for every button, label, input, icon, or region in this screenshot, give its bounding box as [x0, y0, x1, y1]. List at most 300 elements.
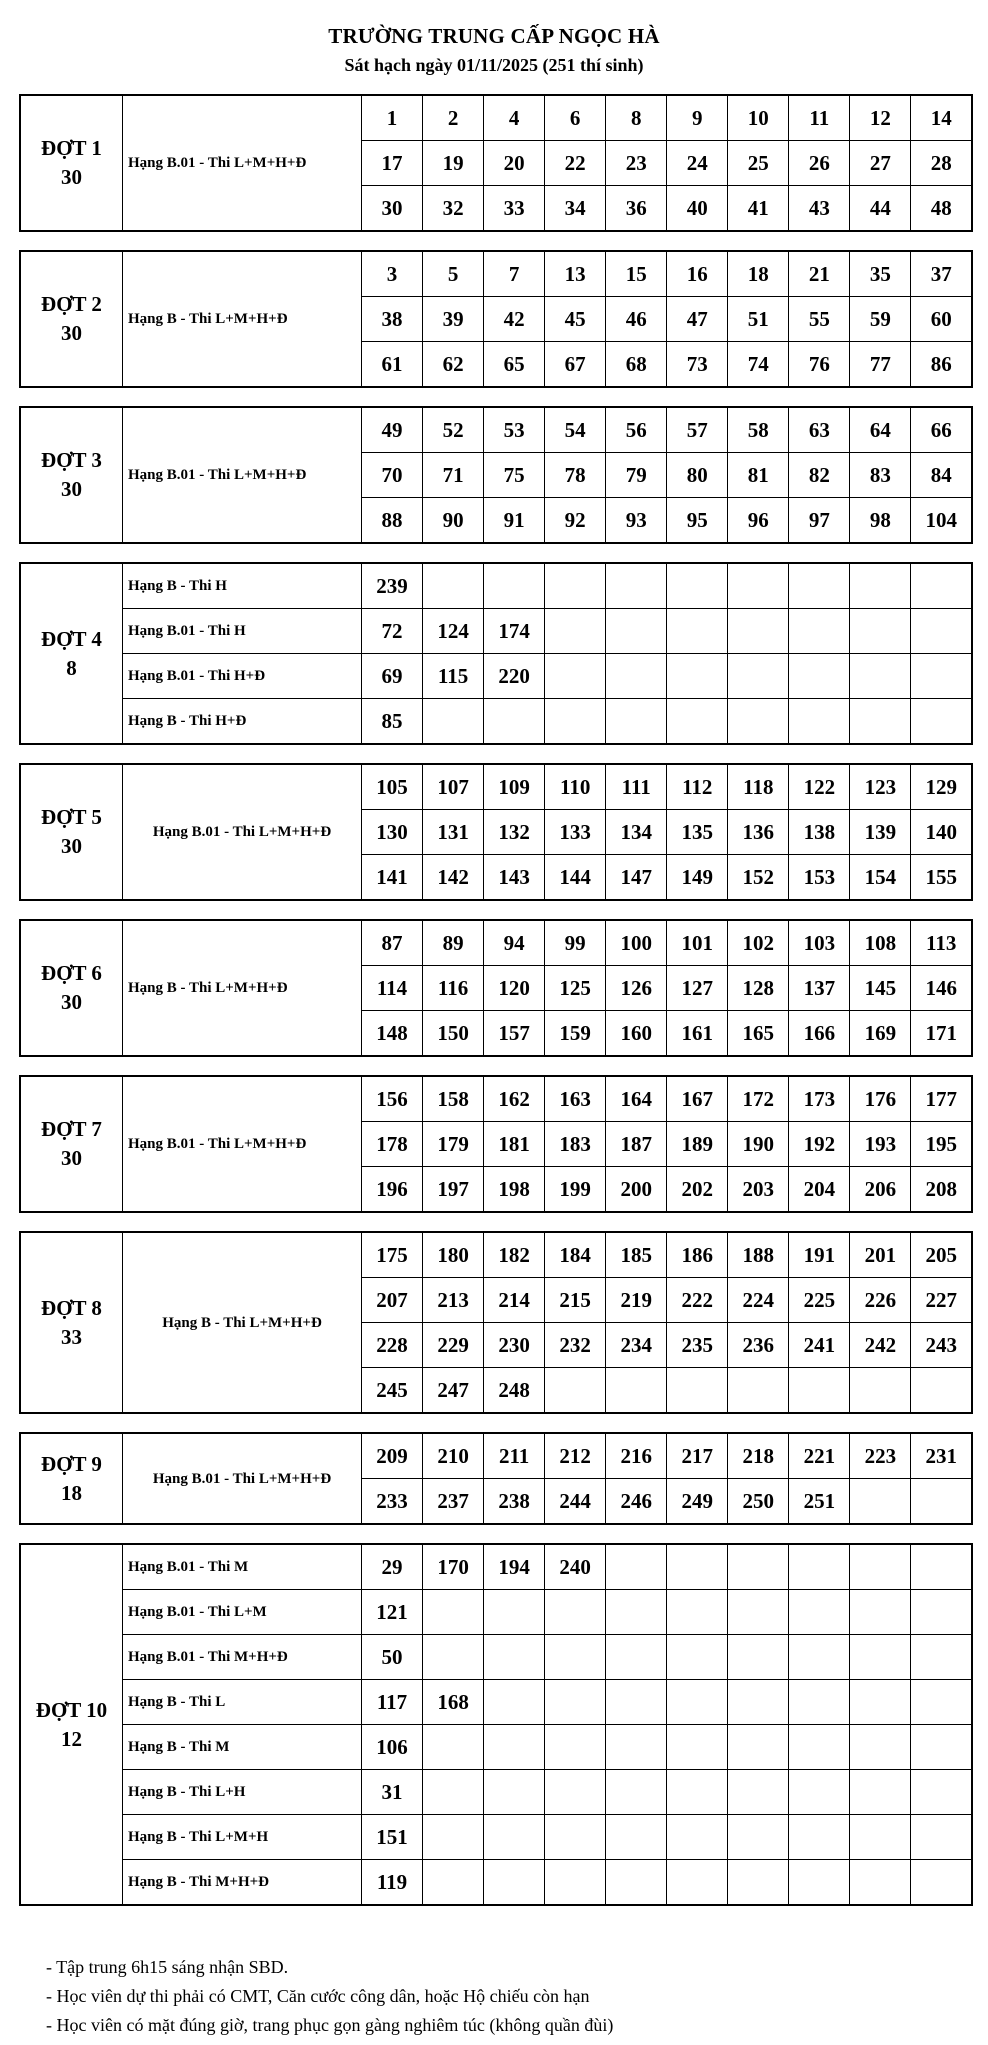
candidate-number: 123 — [850, 764, 911, 810]
candidate-number: 243 — [911, 1323, 972, 1368]
license-class-label: Hạng B.01 - Thi M+H+Đ — [123, 1635, 362, 1680]
exam-date-subtitle: Sát hạch ngày 01/11/2025 (251 thí sinh) — [344, 55, 644, 75]
license-class-label: Hạng B.01 - Thi L+M — [123, 1590, 362, 1635]
candidate-number: 121 — [362, 1590, 423, 1635]
candidate-number: 20 — [484, 141, 545, 186]
candidate-number: 241 — [789, 1323, 850, 1368]
candidate-number: 203 — [728, 1167, 789, 1213]
batch-name: ĐỢT 10 — [35, 1697, 108, 1722]
candidate-number: 59 — [850, 297, 911, 342]
candidate-number: 69 — [362, 654, 423, 699]
candidate-number: 39 — [423, 297, 484, 342]
batch-table — [19, 562, 973, 745]
candidate-number: 68 — [606, 342, 667, 388]
candidate-number: 191 — [789, 1232, 850, 1278]
candidate-number: 228 — [362, 1323, 423, 1368]
candidate-number: 141 — [362, 855, 423, 901]
batch-name: ĐỢT 4 — [41, 626, 102, 651]
candidate-number: 170 — [423, 1544, 484, 1590]
candidate-number: 161 — [667, 1011, 728, 1057]
candidate-number: 142 — [423, 855, 484, 901]
batch-name: ĐỢT 9 — [41, 1451, 102, 1476]
candidate-number: 201 — [850, 1232, 911, 1278]
empty-cell — [484, 563, 545, 609]
empty-cell — [606, 1544, 667, 1590]
candidate-number: 244 — [545, 1479, 606, 1525]
candidate-number: 143 — [484, 855, 545, 901]
empty-cell — [667, 1725, 728, 1770]
table-row — [20, 609, 972, 654]
candidate-number: 192 — [789, 1122, 850, 1167]
candidate-number: 104 — [911, 498, 972, 544]
candidate-number: 245 — [362, 1368, 423, 1414]
batch-count: 33 — [61, 1324, 82, 1349]
empty-cell — [484, 1635, 545, 1680]
empty-cell — [667, 699, 728, 745]
candidate-number: 165 — [728, 1011, 789, 1057]
candidate-number: 34 — [545, 186, 606, 232]
candidate-number: 156 — [362, 1076, 423, 1122]
candidate-number: 148 — [362, 1011, 423, 1057]
candidate-number: 200 — [606, 1167, 667, 1213]
candidate-number: 57 — [667, 407, 728, 453]
candidate-number: 32 — [423, 186, 484, 232]
empty-cell — [850, 1544, 911, 1590]
empty-cell — [667, 1680, 728, 1725]
empty-cell — [606, 1725, 667, 1770]
empty-cell — [911, 1544, 972, 1590]
candidate-number: 1 — [362, 95, 423, 141]
empty-cell — [545, 1590, 606, 1635]
license-class-label: Hạng B - Thi L+M+H+Đ — [123, 920, 362, 1056]
license-class-label: Hạng B - Thi L+H — [123, 1770, 362, 1815]
batch-count: 30 — [61, 990, 82, 1014]
batch-name: ĐỢT 1 — [41, 136, 102, 160]
candidate-number: 210 — [423, 1433, 484, 1479]
empty-cell — [850, 1635, 911, 1680]
candidate-number: 250 — [728, 1479, 789, 1525]
batch-name: ĐỢT 7 — [41, 1117, 102, 1141]
candidate-number: 222 — [667, 1278, 728, 1323]
candidate-number: 28 — [911, 141, 972, 186]
candidate-number: 70 — [362, 453, 423, 498]
table-row — [20, 1770, 972, 1815]
candidate-number: 206 — [850, 1167, 911, 1213]
empty-cell — [545, 1770, 606, 1815]
note-line: - Tập trung 6h15 sáng nhận SBD. — [46, 1957, 289, 1977]
candidate-number: 51 — [728, 297, 789, 342]
candidate-number: 138 — [789, 810, 850, 855]
candidate-number: 46 — [606, 297, 667, 342]
batch-table — [19, 1231, 973, 1414]
table-row — [20, 1680, 972, 1725]
candidate-number: 186 — [667, 1232, 728, 1278]
candidate-number: 232 — [545, 1323, 606, 1368]
batch-name: ĐỢT 2 — [41, 292, 102, 316]
batch-count: 30 — [61, 321, 82, 345]
candidate-number: 23 — [606, 141, 667, 186]
candidate-number: 233 — [362, 1479, 423, 1525]
batch-count: 30 — [61, 1146, 82, 1170]
candidate-number: 169 — [850, 1011, 911, 1057]
empty-cell — [667, 1635, 728, 1680]
candidate-number: 246 — [606, 1479, 667, 1525]
candidate-number: 134 — [606, 810, 667, 855]
empty-cell — [545, 699, 606, 745]
candidate-number: 4 — [484, 95, 545, 141]
empty-cell — [606, 563, 667, 609]
batch-count: 12 — [61, 1726, 82, 1751]
license-class-label: Hạng B - Thi L+M+H — [123, 1815, 362, 1860]
table-row — [20, 1076, 972, 1122]
batch-table — [19, 1075, 973, 1213]
batch-label-cell — [20, 1232, 123, 1413]
batch-name: ĐỢT 8 — [41, 1295, 102, 1320]
empty-cell — [850, 1815, 911, 1860]
candidate-number: 140 — [911, 810, 972, 855]
candidate-number: 56 — [606, 407, 667, 453]
candidate-number: 2 — [423, 95, 484, 141]
candidate-number: 227 — [911, 1278, 972, 1323]
candidate-number: 157 — [484, 1011, 545, 1057]
candidate-number: 99 — [545, 920, 606, 966]
candidate-number: 72 — [362, 609, 423, 654]
empty-cell — [728, 654, 789, 699]
candidate-number: 155 — [911, 855, 972, 901]
candidate-number: 174 — [484, 609, 545, 654]
license-class-label: Hạng B - Thi L — [123, 1680, 362, 1725]
candidate-number: 113 — [911, 920, 972, 966]
candidate-number: 208 — [911, 1167, 972, 1213]
candidate-number: 43 — [789, 186, 850, 232]
empty-cell — [728, 699, 789, 745]
candidate-number: 181 — [484, 1122, 545, 1167]
candidate-number: 154 — [850, 855, 911, 901]
candidate-number: 74 — [728, 342, 789, 388]
candidate-number: 33 — [484, 186, 545, 232]
candidate-number: 198 — [484, 1167, 545, 1213]
batch-table — [19, 1432, 973, 1525]
candidate-number: 177 — [911, 1076, 972, 1122]
empty-cell — [911, 654, 972, 699]
candidate-number: 147 — [606, 855, 667, 901]
candidate-number: 98 — [850, 498, 911, 544]
empty-cell — [911, 1479, 972, 1525]
batch-count: 18 — [61, 1480, 82, 1505]
candidate-number: 124 — [423, 609, 484, 654]
empty-cell — [606, 1368, 667, 1414]
empty-cell — [789, 563, 850, 609]
candidate-number: 129 — [911, 764, 972, 810]
candidate-number: 62 — [423, 342, 484, 388]
candidate-number: 110 — [545, 764, 606, 810]
license-class-label: Hạng B.01 - Thi H+Đ — [123, 654, 362, 699]
candidate-number: 102 — [728, 920, 789, 966]
table-row — [20, 1635, 972, 1680]
candidate-number: 238 — [484, 1479, 545, 1525]
batch-count: 8 — [66, 655, 77, 680]
license-class-label: Hạng B.01 - Thi L+M+H+Đ — [123, 764, 362, 900]
candidate-number: 179 — [423, 1122, 484, 1167]
candidate-number: 14 — [911, 95, 972, 141]
candidate-number: 65 — [484, 342, 545, 388]
candidate-number: 15 — [606, 251, 667, 297]
candidate-number: 115 — [423, 654, 484, 699]
license-class-label: Hạng B.01 - Thi L+M+H+Đ — [123, 95, 362, 231]
page-header — [0, 22, 988, 78]
candidate-number: 10 — [728, 95, 789, 141]
candidate-number: 45 — [545, 297, 606, 342]
candidate-number: 25 — [728, 141, 789, 186]
candidate-number: 190 — [728, 1122, 789, 1167]
candidate-number: 82 — [789, 453, 850, 498]
candidate-number: 145 — [850, 966, 911, 1011]
candidate-number: 19 — [423, 141, 484, 186]
empty-cell — [484, 1680, 545, 1725]
candidate-number: 221 — [789, 1433, 850, 1479]
candidate-number: 94 — [484, 920, 545, 966]
candidate-number: 193 — [850, 1122, 911, 1167]
empty-cell — [728, 609, 789, 654]
empty-cell — [789, 699, 850, 745]
candidate-number: 130 — [362, 810, 423, 855]
candidate-number: 218 — [728, 1433, 789, 1479]
empty-cell — [545, 563, 606, 609]
empty-cell — [667, 654, 728, 699]
empty-cell — [728, 1590, 789, 1635]
candidate-number: 199 — [545, 1167, 606, 1213]
candidate-number: 81 — [728, 453, 789, 498]
empty-cell — [911, 1590, 972, 1635]
candidate-number: 224 — [728, 1278, 789, 1323]
empty-cell — [728, 1725, 789, 1770]
candidate-number: 97 — [789, 498, 850, 544]
candidate-number: 236 — [728, 1323, 789, 1368]
table-row — [20, 1815, 972, 1860]
candidate-number: 52 — [423, 407, 484, 453]
candidate-number: 219 — [606, 1278, 667, 1323]
candidate-number: 117 — [362, 1680, 423, 1725]
candidate-number: 116 — [423, 966, 484, 1011]
candidate-number: 196 — [362, 1167, 423, 1213]
candidate-number: 216 — [606, 1433, 667, 1479]
empty-cell — [850, 1590, 911, 1635]
empty-cell — [484, 699, 545, 745]
candidate-number: 29 — [362, 1544, 423, 1590]
candidate-number: 229 — [423, 1323, 484, 1368]
empty-cell — [850, 1770, 911, 1815]
candidate-number: 164 — [606, 1076, 667, 1122]
empty-cell — [606, 1860, 667, 1906]
batch-name: ĐỢT 5 — [41, 805, 102, 829]
candidate-number: 119 — [362, 1860, 423, 1906]
empty-cell — [911, 1725, 972, 1770]
candidate-number: 151 — [362, 1815, 423, 1860]
candidate-number: 49 — [362, 407, 423, 453]
candidate-number: 188 — [728, 1232, 789, 1278]
empty-cell — [789, 1725, 850, 1770]
candidate-number: 93 — [606, 498, 667, 544]
candidate-number: 189 — [667, 1122, 728, 1167]
candidate-number: 168 — [423, 1680, 484, 1725]
empty-cell — [789, 609, 850, 654]
empty-cell — [484, 1860, 545, 1906]
candidate-number: 5 — [423, 251, 484, 297]
candidate-number: 212 — [545, 1433, 606, 1479]
candidate-number: 12 — [850, 95, 911, 141]
empty-cell — [667, 1770, 728, 1815]
candidate-number: 105 — [362, 764, 423, 810]
empty-cell — [606, 1680, 667, 1725]
candidate-number: 249 — [667, 1479, 728, 1525]
empty-cell — [606, 1635, 667, 1680]
empty-cell — [911, 1635, 972, 1680]
candidate-number: 31 — [362, 1770, 423, 1815]
empty-cell — [911, 609, 972, 654]
candidate-number: 207 — [362, 1278, 423, 1323]
batch-label-cell — [20, 95, 123, 231]
candidate-number: 35 — [850, 251, 911, 297]
candidate-number: 137 — [789, 966, 850, 1011]
batch-count: 30 — [61, 165, 82, 189]
candidate-number: 55 — [789, 297, 850, 342]
license-class-label: Hạng B - Thi H+Đ — [123, 699, 362, 745]
candidate-number: 18 — [728, 251, 789, 297]
license-class-label: Hạng B - Thi M+H+Đ — [123, 1860, 362, 1906]
candidate-number: 85 — [362, 699, 423, 745]
candidate-number: 133 — [545, 810, 606, 855]
empty-cell — [545, 1725, 606, 1770]
candidate-number: 149 — [667, 855, 728, 901]
empty-cell — [423, 699, 484, 745]
empty-cell — [728, 1544, 789, 1590]
license-class-label: Hạng B - Thi H — [123, 563, 362, 609]
candidate-number: 213 — [423, 1278, 484, 1323]
batch-table — [19, 763, 973, 901]
batch-table — [19, 94, 973, 232]
candidate-number: 101 — [667, 920, 728, 966]
candidate-number: 24 — [667, 141, 728, 186]
empty-cell — [911, 563, 972, 609]
candidate-number: 197 — [423, 1167, 484, 1213]
candidate-number: 166 — [789, 1011, 850, 1057]
batch-label-cell — [20, 251, 123, 387]
candidate-number: 111 — [606, 764, 667, 810]
table-row — [20, 563, 972, 609]
candidate-number: 180 — [423, 1232, 484, 1278]
license-class-label: Hạng B.01 - Thi H — [123, 609, 362, 654]
batch-table — [19, 250, 973, 388]
license-class-label: Hạng B.01 - Thi M — [123, 1544, 362, 1590]
batch-label-cell — [20, 1544, 123, 1905]
note-line: - Học viên dự thi phải có CMT, Căn cước công dân, hoặc Hộ chiếu còn hạn — [46, 1986, 590, 2006]
empty-cell — [789, 1770, 850, 1815]
table-row — [20, 1232, 972, 1278]
candidate-number: 91 — [484, 498, 545, 544]
candidate-number: 159 — [545, 1011, 606, 1057]
candidate-number: 53 — [484, 407, 545, 453]
candidate-number: 7 — [484, 251, 545, 297]
empty-cell — [484, 1590, 545, 1635]
candidate-number: 242 — [850, 1323, 911, 1368]
candidate-number: 67 — [545, 342, 606, 388]
empty-cell — [667, 1544, 728, 1590]
batch-tables — [19, 94, 973, 1924]
empty-cell — [911, 1815, 972, 1860]
license-class-label: Hạng B.01 - Thi L+M+H+Đ — [123, 1433, 362, 1524]
candidate-number: 71 — [423, 453, 484, 498]
table-row — [20, 654, 972, 699]
empty-cell — [667, 1590, 728, 1635]
candidate-number: 100 — [606, 920, 667, 966]
empty-cell — [606, 1815, 667, 1860]
batch-table — [19, 406, 973, 544]
candidate-number: 139 — [850, 810, 911, 855]
candidate-number: 58 — [728, 407, 789, 453]
candidate-number: 112 — [667, 764, 728, 810]
candidate-number: 26 — [789, 141, 850, 186]
empty-cell — [728, 1368, 789, 1414]
empty-cell — [789, 1815, 850, 1860]
empty-cell — [545, 1860, 606, 1906]
license-class-label: Hạng B - Thi L+M+H+Đ — [123, 251, 362, 387]
batch-name: ĐỢT 3 — [41, 448, 102, 472]
empty-cell — [728, 1860, 789, 1906]
empty-cell — [606, 1770, 667, 1815]
candidate-number: 248 — [484, 1368, 545, 1414]
empty-cell — [423, 1635, 484, 1680]
empty-cell — [545, 609, 606, 654]
empty-cell — [789, 1635, 850, 1680]
candidate-number: 162 — [484, 1076, 545, 1122]
candidate-number: 50 — [362, 1635, 423, 1680]
empty-cell — [850, 1860, 911, 1906]
candidate-number: 214 — [484, 1278, 545, 1323]
candidate-number: 73 — [667, 342, 728, 388]
candidate-number: 167 — [667, 1076, 728, 1122]
empty-cell — [423, 1815, 484, 1860]
candidate-number: 17 — [362, 141, 423, 186]
candidate-number: 217 — [667, 1433, 728, 1479]
empty-cell — [423, 1590, 484, 1635]
candidate-number: 40 — [667, 186, 728, 232]
empty-cell — [606, 654, 667, 699]
candidate-number: 41 — [728, 186, 789, 232]
candidate-number: 235 — [667, 1323, 728, 1368]
candidate-number: 125 — [545, 966, 606, 1011]
license-class-label: Hạng B.01 - Thi L+M+H+Đ — [123, 407, 362, 543]
candidate-number: 36 — [606, 186, 667, 232]
candidate-number: 184 — [545, 1232, 606, 1278]
candidate-number: 205 — [911, 1232, 972, 1278]
candidate-number: 89 — [423, 920, 484, 966]
candidate-number: 194 — [484, 1544, 545, 1590]
candidate-number: 223 — [850, 1433, 911, 1479]
table-row — [20, 1725, 972, 1770]
candidate-number: 204 — [789, 1167, 850, 1213]
candidate-number: 22 — [545, 141, 606, 186]
candidate-number: 144 — [545, 855, 606, 901]
candidate-number: 27 — [850, 141, 911, 186]
candidate-number: 92 — [545, 498, 606, 544]
candidate-number: 122 — [789, 764, 850, 810]
batch-label-cell — [20, 1433, 123, 1524]
candidate-number: 136 — [728, 810, 789, 855]
candidate-number: 153 — [789, 855, 850, 901]
batch-count: 30 — [61, 834, 82, 858]
candidate-number: 237 — [423, 1479, 484, 1525]
candidate-number: 107 — [423, 764, 484, 810]
